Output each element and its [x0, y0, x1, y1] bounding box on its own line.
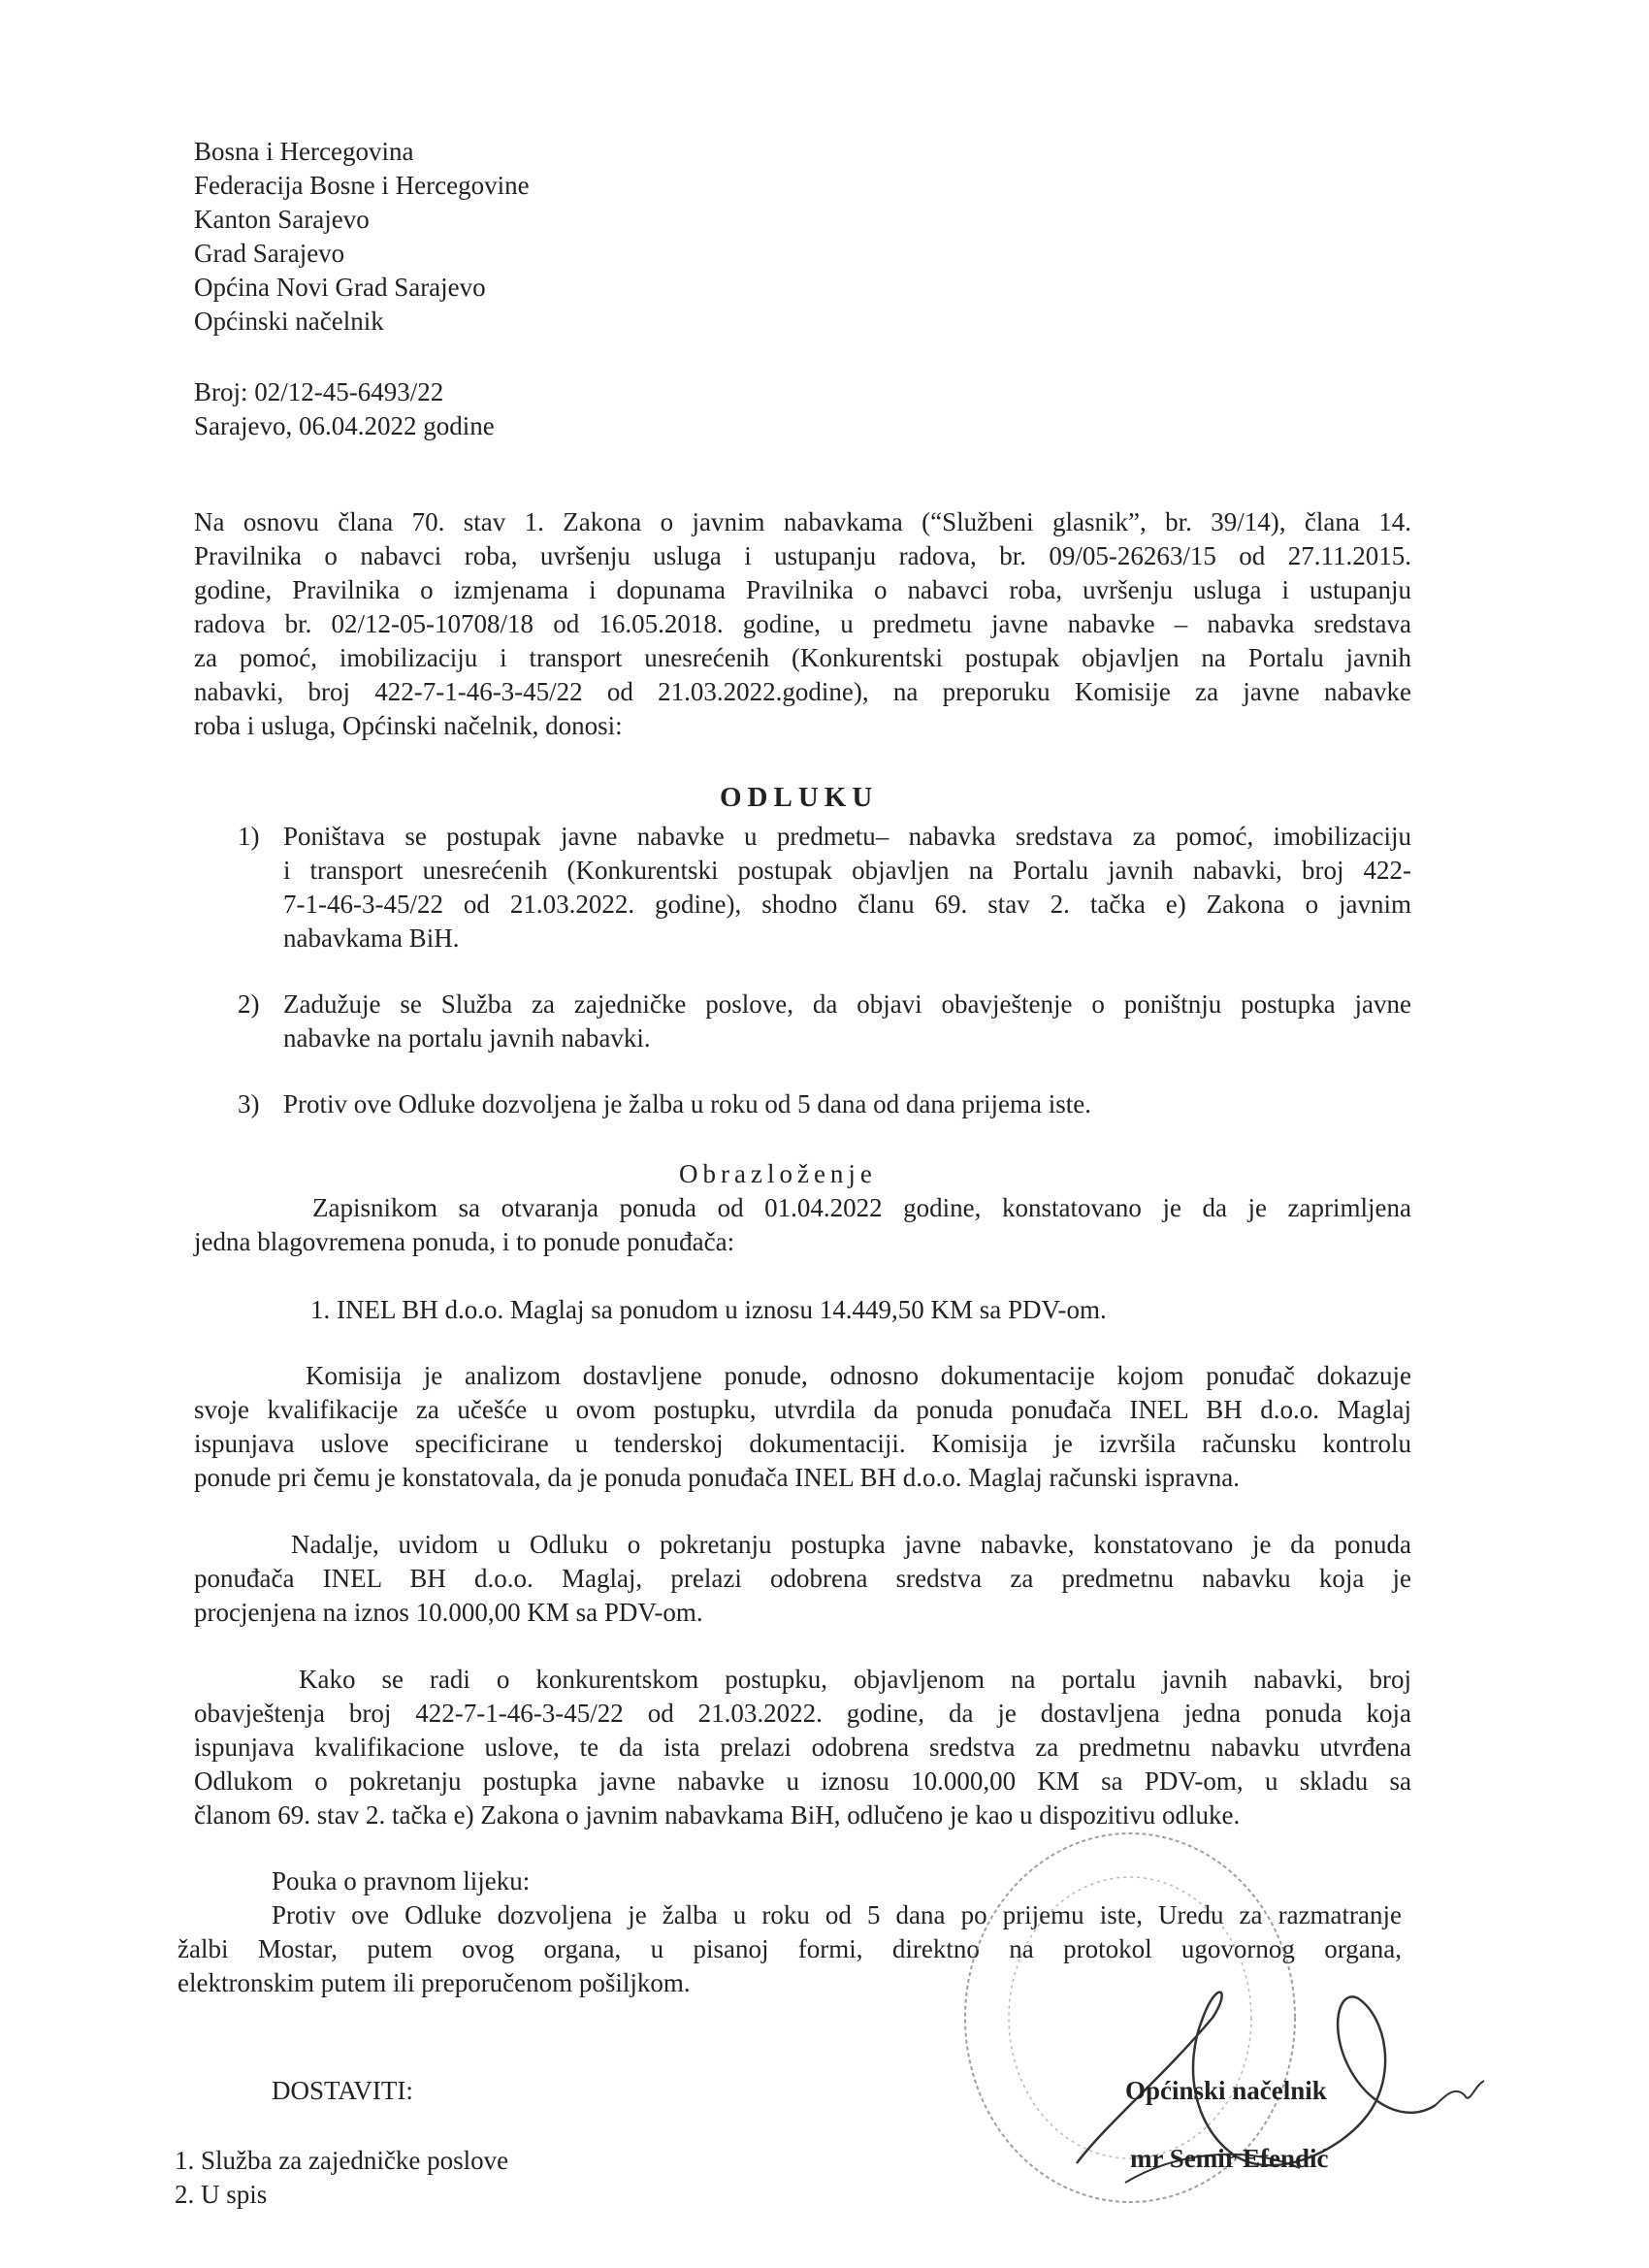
item-number: 2): [238, 989, 260, 1019]
paragraph-line: obavještenja broj 422-7-1-46-3-45/22 od 21.03.2022. godine, da je dostavljena jedna ponuda koja: [194, 1699, 1411, 1728]
intro-line: godine, Pravilnika o izmjenama i dopunama Pravilnika o nabavci roba, uvršenju usluga i ustupanju: [194, 575, 1411, 604]
header-federation: Federacija Bosne i Hercegovine: [194, 171, 530, 200]
paragraph-line: Komisija je analizom dostavljene ponude, odnosno dokumentacije kojom ponuđač dokazuje: [306, 1361, 1411, 1390]
paragraph-line: žalbi Mostar, putem ovog organa, u pisanoj formi, direktno na protokol ugovornog organa,: [178, 1934, 1402, 1963]
header-municipality: Općina Novi Grad Sarajevo: [194, 273, 486, 302]
header-canton: Kanton Sarajevo: [194, 205, 370, 234]
paragraph-line: svoje kvalifikacije za učešće u ovom postupku, utvrdila da ponuda ponuđača INEL BH d.o.o. Maglaj: [194, 1395, 1411, 1424]
intro-paragraph: [194, 505, 1411, 743]
decision-title: ODLUKU: [720, 782, 879, 813]
header-city: Grad Sarajevo: [194, 239, 345, 268]
document-date: Sarajevo, 06.04.2022 godine: [194, 411, 495, 440]
obrazlozenje-paragraph-2: [194, 1359, 1411, 1495]
intro-line: radova br. 02/12-05-10708/18 od 16.05.2018. godine, u predmetu javne nabavke – nabavka sredstava: [194, 609, 1411, 638]
paragraph-line: elektronskim putem ili preporučenom pošiljkom.: [178, 1968, 691, 1997]
paragraph-line: procjenjena na iznos 10.000,00 KM sa PDV-om.: [194, 1598, 703, 1627]
dostaviti-heading: DOSTAVITI:: [272, 2076, 413, 2105]
decision-item-3: Protiv ove Odluke dozvoljena je žalba u roku od 5 dana od dana prijema iste.: [283, 1089, 1092, 1118]
item-line: nabavkama BiH.: [283, 923, 460, 953]
intro-line: Pravilnika o nabavci roba, uvršenju usluga i ustupanju radova, br. 09/05-26263/15 od 27.11.2015.: [194, 541, 1411, 570]
header-country: Bosna i Hercegovina: [194, 137, 414, 166]
dostaviti-item: 2. U spis: [175, 2180, 268, 2209]
paragraph-line: jedna blagovremena ponuda, i to ponude ponuđača:: [194, 1227, 735, 1256]
item-line: Poništava se postupak javne nabavke u predmetu– nabavka sredstava za pomoć, imobilizaciju: [283, 822, 1411, 851]
obrazlozenje-paragraph-4: [194, 1663, 1411, 1832]
obrazlozenje-heading: Obrazloženje: [679, 1159, 877, 1188]
paragraph-line: Odlukom o pokretanju postupka javne nabavke u iznosu 10.000,00 KM sa PDV-om, u skladu sa: [194, 1766, 1411, 1796]
intro-line: nabavki, broj 422-7-1-46-3-45/22 od 21.03.2022.godine), na preporuku Komisije za javne nabavke: [194, 677, 1411, 706]
paragraph-line: ponuđača INEL BH d.o.o. Maglaj, prelazi odobrena sredstva za predmetnu nabavku koja je: [194, 1564, 1411, 1593]
paragraph-line: Zapisnikom sa otvaranja ponuda od 01.04.2022 godine, konstatovano je da je zaprimljena: [312, 1193, 1411, 1222]
signatory-name: mr Semir Efendić: [1130, 2144, 1329, 2173]
intro-line: roba i usluga, Općinski načelnik, donosi:: [194, 711, 623, 740]
paragraph-line: Protiv ove Odluke dozvoljena je žalba u roku od 5 dana po prijemu iste, Uredu za razmatranje: [272, 1900, 1402, 1929]
document-number: Broj: 02/12-45-6493/22: [194, 377, 444, 406]
paragraph-line: ponude pri čemu je konstatovala, da je ponuda ponuđača INEL BH d.o.o. Maglaj računski ispravna.: [194, 1463, 1240, 1492]
item-line: 7-1-46-3-45/22 od 21.03.2022. godine), shodno članu 69. stav 2. tačka e) Zakona o javnim: [283, 890, 1411, 919]
paragraph-line: ispunjava kvalifikacione uslove, te da ista prelazi odobrena sredstva za predmetnu nabavku utvrđena: [194, 1733, 1411, 1762]
intro-line: za pomoć, imobilizaciju i transport unesrećenih (Konkurentski postupak objavljen na Portalu javnih: [194, 643, 1411, 672]
paragraph-line: ispunjava uslove specificirane u tenderskoj dokumentaciji. Komisija je izvršila računsku kontrolu: [194, 1429, 1411, 1458]
item-number: 3): [238, 1089, 260, 1118]
intro-line: Na osnovu člana 70. stav 1. Zakona o javnim nabavkama (“Službeni glasnik”, br. 39/14), člana 14.: [194, 507, 1411, 536]
paragraph-line: Nadalje, uvidom u Odluku o pokretanju postupka javne nabavke, konstatovano je da ponuda: [291, 1530, 1411, 1559]
decision-item-1: [283, 820, 1411, 956]
item-line: Zadužuje se Služba za zajedničke poslove, da objavi obavještenje o poništnju postupka javne: [283, 989, 1411, 1019]
pouka-heading: Pouka o pravnom lijeku:: [272, 1866, 531, 1895]
item-line: nabavke na portalu javnih nabavki.: [283, 1023, 651, 1053]
header-office: Općinski načelnik: [194, 307, 384, 336]
paragraph-line: članom 69. stav 2. tačka e) Zakona o javnim nabavkama BiH, odlučeno je kao u dispozitivu odluke.: [194, 1800, 1241, 1830]
dostaviti-item: 1. Služba za zajedničke poslove: [175, 2146, 509, 2175]
obrazlozenje-paragraph-1: [194, 1191, 1411, 1259]
item-number: 1): [238, 822, 260, 851]
decision-item-2: [283, 988, 1411, 1055]
paragraph-line: Kako se radi o konkurentskom postupku, objavljenom na portalu javnih nabavki, broj: [299, 1665, 1411, 1694]
item-line: i transport unesrećenih (Konkurentski postupak objavljen na Portalu javnih nabavki, broj 422-: [283, 856, 1411, 885]
bid-entry: 1. INEL BH d.o.o. Maglaj sa ponudom u iznosu 14.449,50 KM sa PDV-om.: [310, 1295, 1107, 1324]
obrazlozenje-paragraph-3: [194, 1528, 1411, 1630]
signatory-title: Općinski načelnik: [1125, 2076, 1327, 2105]
